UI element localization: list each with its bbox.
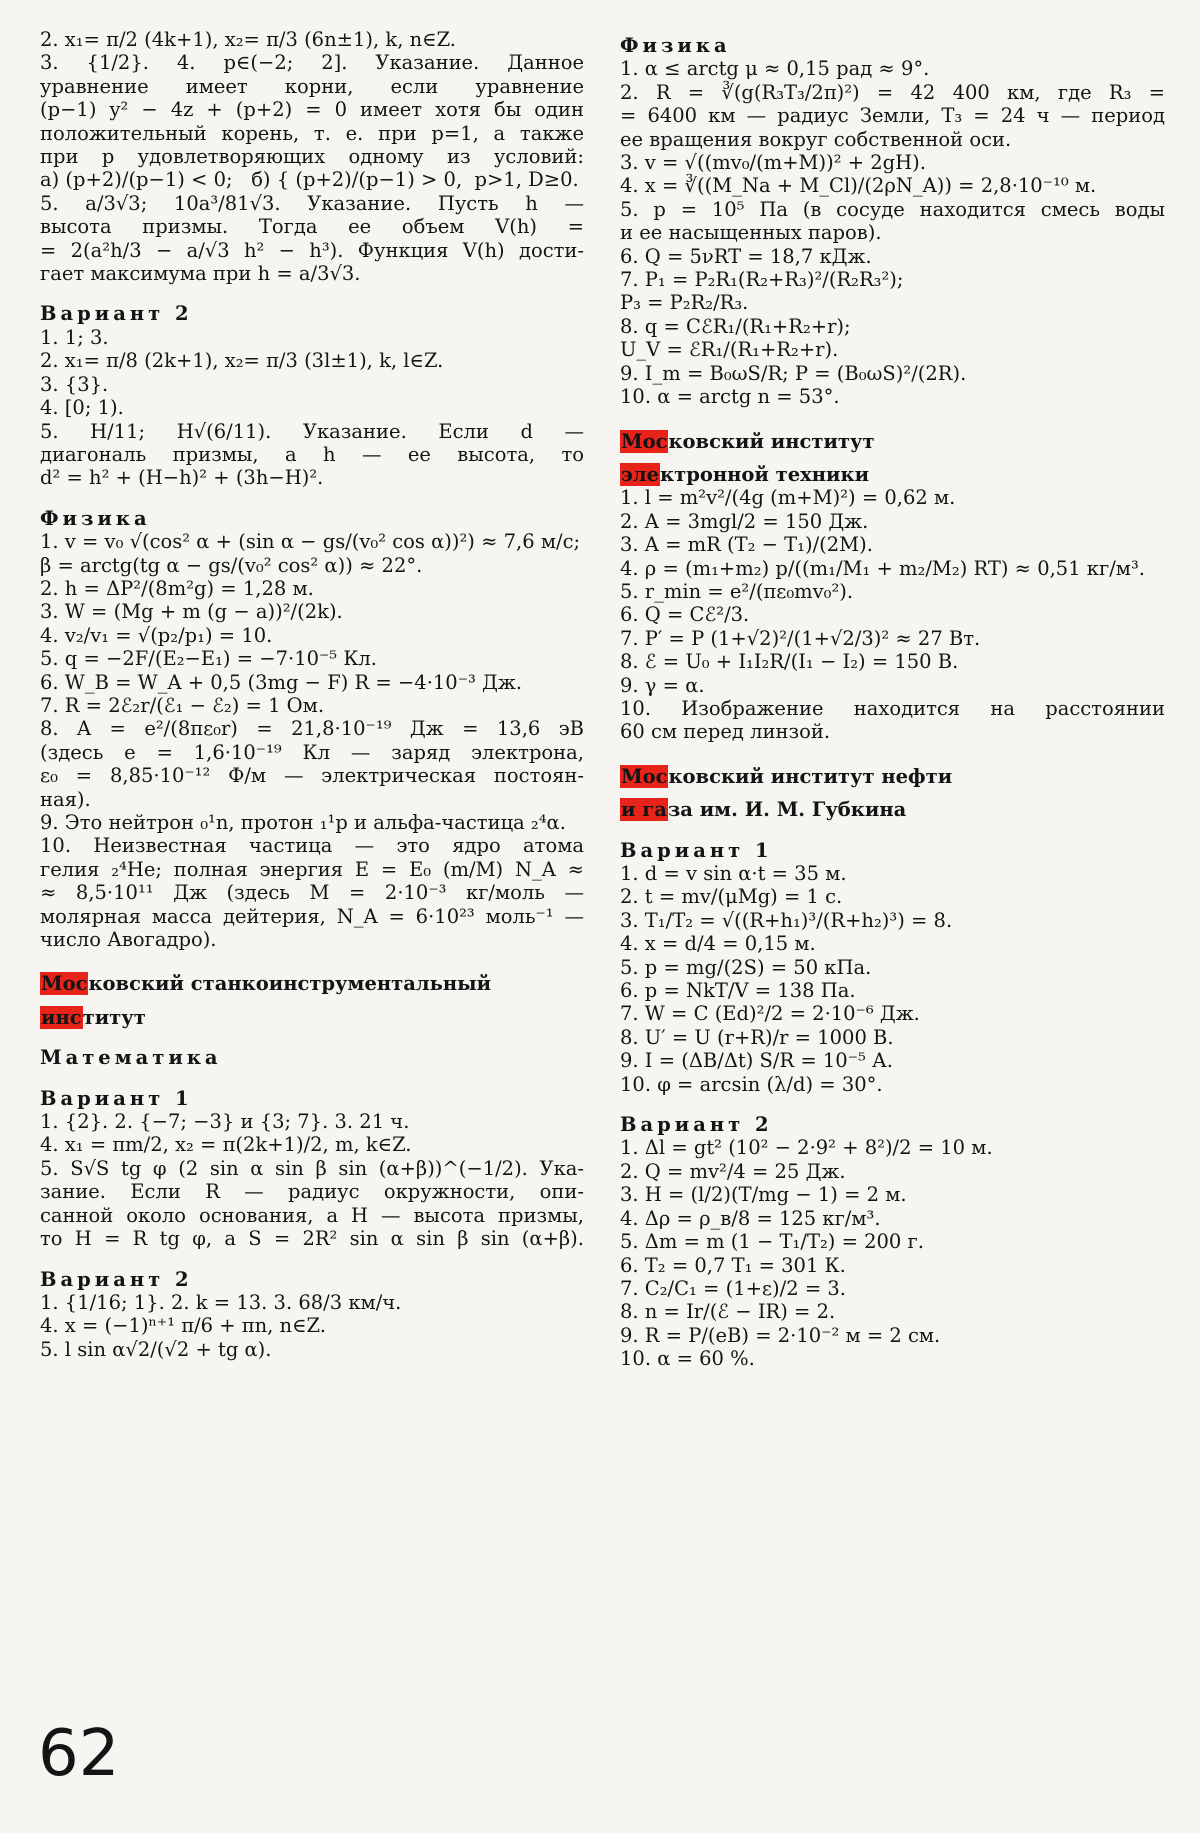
answer-line: ее вращения вокруг собственной оси. <box>620 127 1012 151</box>
section-heading: Вариант 2 <box>40 1267 193 1291</box>
answer-line: уравнение имеет корни, если уравнение <box>40 74 584 98</box>
section-gap <box>620 822 1165 833</box>
page-number: 62 <box>38 1717 120 1791</box>
answer-line: 2. Q = mv²/4 = 25 Дж. <box>620 1159 846 1183</box>
answer-line: 10. α = 60 %. <box>620 1347 755 1371</box>
answer-line: = 6400 км — радиус Земли, T₃ = 24 ч — период <box>620 104 1165 128</box>
right-column <box>620 28 1165 1371</box>
answer-line: молярная масса дейтерия, N_A = 6·10²³ моль⁻¹ — <box>40 904 584 928</box>
answer-line: 7. W = C (Ed)²/2 = 2·10⁻⁶ Дж. <box>620 1002 920 1026</box>
answer-line: 7. R = 2ℰ₂r/(ℰ₁ − ℰ₂) = 1 Ом. <box>40 693 325 717</box>
answer-line: 6. Q = 5νRT = 18,7 кДж. <box>620 244 872 268</box>
answer-line: 60 см перед линзой. <box>620 720 831 744</box>
answer-line: 1. 1; 3. <box>40 325 109 349</box>
answer-line: d² = h² + (H−h)² + (3h−H)². <box>40 466 324 490</box>
highlight-mark: Мос <box>621 764 668 788</box>
answer-line: 10. Изображение находится на расстоянии <box>620 696 1165 720</box>
answer-line: гает максимума при h = a/3√3. <box>40 262 361 286</box>
section-heading: Физика <box>40 506 151 530</box>
answer-line: 1. α ≤ arctg μ ≈ 0,15 рад ≈ 9°. <box>620 57 930 81</box>
answer-line: 4. Δρ = ρ_в/8 = 125 кг/м³. <box>620 1206 881 1230</box>
answer-line: 4. v₂/v₁ = √(p₂/p₁) = 10. <box>40 623 273 647</box>
answer-line: β = arctg(tg α − gs/(v₀² cos² α)) ≈ 22°. <box>40 553 423 577</box>
answer-line: 1. {2}. 2. {−7; −3} и {3; 7}. 3. 21 ч. <box>40 1110 410 1134</box>
answer-line: 2. x₁= π/8 (2k+1), x₂= π/3 (3l±1), k, l∈Z. <box>40 349 444 373</box>
answer-line: 3. T₁/T₂ = √((R+h₁)³/(R+h₂)³) = 8. <box>620 908 953 932</box>
answer-line: 8. A = e²/(8πε₀r) = 21,8·10⁻¹⁹ Дж = 13,6 эВ <box>40 717 584 741</box>
section-gap <box>40 1070 584 1081</box>
answer-line: диагональ призмы, а h — ее высота, то <box>40 442 584 466</box>
highlight-mark: Мос <box>621 429 668 453</box>
section-gap <box>40 285 584 296</box>
answer-line: 5. l sin α√2/(√2 + tg α). <box>40 1337 272 1361</box>
answer-line: 5. q = −2F/(E₂−E₁) = −7·10⁻⁵ Кл. <box>40 647 378 671</box>
answer-line: 2. h = ΔP²/(8m²g) = 1,28 м. <box>40 576 314 600</box>
answer-line: 2. A = 3mgl/2 = 150 Дж. <box>620 509 869 533</box>
answer-line: ≈ 8,5·10¹¹ Дж (здесь M = 2·10⁻³ кг/моль — <box>40 881 584 905</box>
answer-line: 8. ℰ = U₀ + I₁I₂R/(I₁ − I₂) = 150 В. <box>620 650 959 674</box>
section-gap <box>40 1029 584 1040</box>
answer-line: 5. Δm = m (1 − T₁/T₂) = 200 г. <box>620 1230 924 1254</box>
answer-line: 7. P′ = P (1+√2)²/(1+√2/3)² ≈ 27 Вт. <box>620 626 981 650</box>
answer-line: 4. x = (−1)ⁿ⁺¹ π/6 + πn, n∈Z. <box>40 1314 326 1338</box>
answer-line: 1. l = m²v²/(4g (m+M)²) = 0,62 м. <box>620 486 956 510</box>
highlight-mark: и га <box>621 798 667 822</box>
answer-line: высота призмы. Тогда ее объем V(h) = <box>40 215 584 239</box>
answer-line: 8. q = CℰR₁/(R₁+R₂+r); <box>620 314 851 338</box>
institute-heading: и газа им. И. М. Губкина <box>621 798 907 822</box>
section-gap <box>40 951 584 962</box>
institute-heading: Московский институт <box>621 429 875 453</box>
answer-line: 3. H = (l/2)(T/mg − 1) = 2 м. <box>620 1183 907 1207</box>
answer-line: 4. x = ∛((M_Na + M_Cl)/(2ρN_A)) = 2,8·10⁻¹⁰ м. <box>620 174 1097 198</box>
answer-line: 4. [0; 1). <box>40 396 124 420</box>
answer-line: 1. {1/16; 1}. 2. k = 13. 3. 68/3 км/ч. <box>40 1290 402 1314</box>
answer-line: 10. φ = arcsin (λ/d) = 30°. <box>620 1072 883 1096</box>
answer-line: зание. Если R — радиус окружности, опи- <box>40 1180 584 1204</box>
answer-line: 2. R = ∛(g(R₃T₃/2π)²) = 42 400 км, где R₃ = <box>620 80 1165 104</box>
answer-line: ε₀ = 8,85·10⁻¹² Ф/м — электрическая постоян- <box>40 764 584 788</box>
answer-line: (p−1) y² − 4z + (p+2) = 0 имеет хотя бы один <box>40 98 584 122</box>
answer-line: 6. Q = Cℰ²/3. <box>620 603 750 627</box>
answer-line: 4. ρ = (m₁+m₂) p/((m₁/M₁ + m₂/M₂) RT) ≈ 0,51 кг/м³. <box>620 556 1145 580</box>
section-heading: Физика <box>620 34 731 57</box>
institute-heading: институт <box>41 1005 146 1029</box>
answer-line: 5. H/11; H√(6/11). Указание. Если d — <box>40 419 584 443</box>
answer-line: 1. Δl = gt² (10² − 2·9² + 8²)/2 = 10 м. <box>620 1136 993 1160</box>
answer-line: 1. d = v sin α·t = 35 м. <box>620 862 847 885</box>
institute-heading: Московский станкоинструментальный <box>41 972 492 996</box>
highlight-mark: инс <box>41 1005 82 1029</box>
answer-line: 6. p = NkT/V = 138 Па. <box>620 979 856 1003</box>
answer-line: U_V = ℰR₁/(R₁+R₂+r). <box>620 338 839 362</box>
answer-line: 8. n = Ir/(ℰ − IR) = 2. <box>620 1300 836 1324</box>
answer-line: 10. Неизвестная частица — это ядро атома <box>40 834 584 858</box>
section-gap <box>620 744 1165 755</box>
answer-line: 8. U′ = U (r+R)/r = 1000 В. <box>620 1025 894 1049</box>
answer-line: 3. A = mR (T₂ − T₁)/(2M). <box>620 533 873 557</box>
answer-line: 9. Это нейтрон ₀¹n, протон ₁¹p и альфа-частица ₂⁴α. <box>40 811 566 834</box>
answer-line: 2. t = mv/(μMg) = 1 с. <box>620 885 843 909</box>
answer-line: гелия ₂⁴He; полная энергия E = E₀ (m/M) N_A ≈ <box>40 857 584 881</box>
answer-line: 3. v = √((mv₀/(m+M))² + 2gH). <box>620 151 926 175</box>
answer-line: положительный корень, т. е. при p=1, а также <box>40 121 584 145</box>
section-gap <box>620 1096 1165 1107</box>
section-heading: Математика <box>40 1046 222 1070</box>
answer-line: 9. R = P/(eB) = 2·10⁻² м = 2 см. <box>620 1323 941 1347</box>
section-heading: Вариант 2 <box>620 1113 773 1137</box>
section-heading: Вариант 2 <box>40 302 193 326</box>
left-column <box>40 28 584 1361</box>
answer-line: 9. I = (ΔB/Δt) S/R = 10⁻⁵ А. <box>620 1049 893 1073</box>
section-heading: Вариант 1 <box>620 838 773 862</box>
answer-line: 3. W = (Mg + m (g − a))²/(2k). <box>40 600 343 624</box>
answer-line: 5. p = 10⁵ Па (в сосуде находится смесь воды <box>620 197 1165 221</box>
answer-line: 3. {3}. <box>40 372 109 396</box>
answer-line: P₃ = P₂R₂/R₃. <box>620 291 749 315</box>
answer-line: 5. a/3√3; 10a³/81√3. Указание. Пусть h — <box>40 191 584 215</box>
section-gap <box>620 409 1165 420</box>
section-heading: Вариант 1 <box>40 1086 193 1110</box>
answer-line: санной около основания, а H — высота призмы, <box>40 1203 584 1227</box>
answer-line: 5. p = mg/(2S) = 50 кПа. <box>620 955 872 979</box>
answer-line: 2. x₁= π/2 (4k+1), x₂= π/3 (6n±1), k, n∈Z. <box>40 28 457 51</box>
answer-line: и ее насыщенных паров). <box>620 221 882 245</box>
answer-line: 10. α = arctg n = 53°. <box>620 385 840 409</box>
answer-line: то H = R tg φ, а S = 2R² sin α sin β sin (α+β). <box>40 1227 584 1251</box>
answer-line: 4. x = d/4 = 0,15 м. <box>620 932 816 956</box>
answer-line: 7. P₁ = P₂R₁(R₂+R₃)²/(R₂R₃²); <box>620 268 904 292</box>
answer-line: 7. C₂/C₁ = (1+ε)/2 = 3. <box>620 1276 846 1300</box>
answer-line: 9. I_m = B₀ωS/R; P = (B₀ωS)²/(2R). <box>620 361 967 385</box>
institute-heading: электронной техники <box>621 462 870 486</box>
institute-heading: Московский институт нефти <box>621 764 953 788</box>
section-gap <box>40 1251 584 1262</box>
highlight-mark: Мос <box>41 972 88 996</box>
answer-line: 1. v = v₀ √(cos² α + (sin α − gs/(v₀² cos α))²) ≈ 7,6 м/с; <box>40 530 581 554</box>
answer-line: 6. W_B = W_A + 0,5 (3mg − F) R = −4·10⁻³ Дж. <box>40 670 523 694</box>
answer-line: (здесь e = 1,6·10⁻¹⁹ Кл — заряд электрона, <box>40 740 584 764</box>
answer-line: число Авогадро). <box>40 928 217 952</box>
answer-line: = 2(a²h/3 − a/√3 h² − h³). Функция V(h) дости- <box>40 238 584 262</box>
answer-line: 9. γ = α. <box>620 673 705 697</box>
answer-line: а) (p+2)/(p−1) < 0; б) { (p+2)/(p−1) > 0, p>1, D≥0. <box>40 168 579 192</box>
answer-line: 3. {1/2}. 4. p∈(−2; 2]. Указание. Данное <box>40 51 584 75</box>
answer-line: 4. x₁ = πm/2, x₂ = π(2k+1)/2, m, k∈Z. <box>40 1133 412 1157</box>
answer-line: 5. r_min = e²/(πε₀mv₀²). <box>620 579 854 603</box>
answer-line: 6. T₂ = 0,7 T₁ = 301 К. <box>620 1253 846 1277</box>
answer-line: ная). <box>40 787 91 811</box>
section-gap <box>40 490 584 501</box>
answer-line: 5. S√S tg φ (2 sin α sin β sin (α+β))^(−1/2). Ука- <box>40 1156 584 1180</box>
answer-line: при p удовлетворяющих одному из условий: <box>40 145 584 169</box>
highlight-mark: эле <box>621 462 660 486</box>
